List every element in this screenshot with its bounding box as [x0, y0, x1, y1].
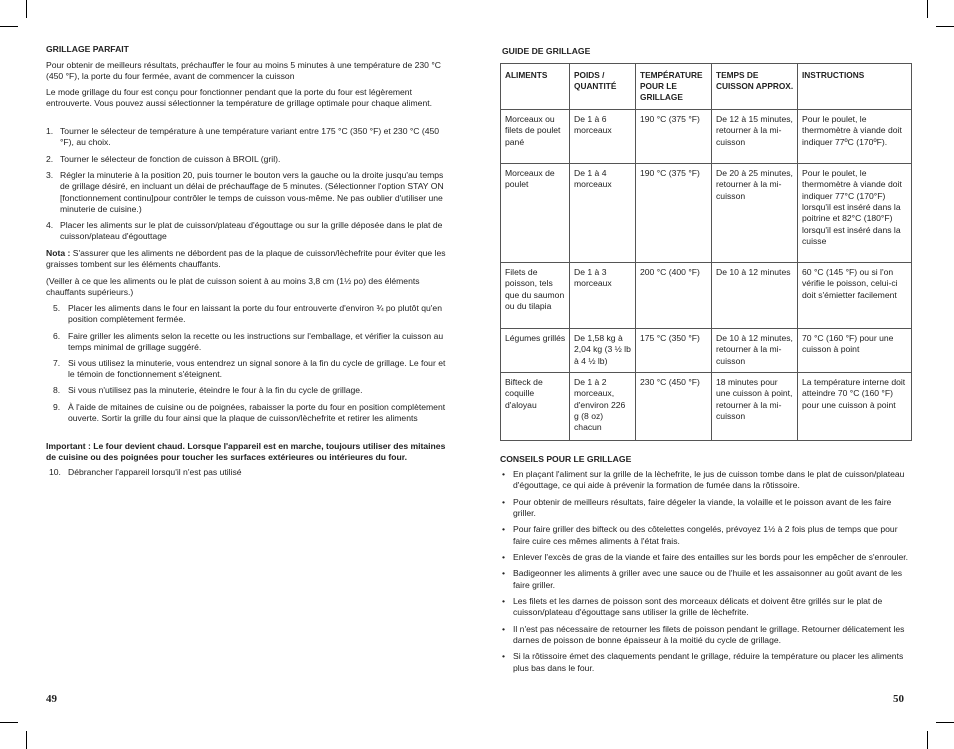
step-number: 3.	[46, 170, 54, 180]
table-row	[501, 164, 912, 263]
step-text: Placer les aliments dans le four en laissant la porte du four entrouverte d'environ ¾ po plutôt qu'en position complètement fermée.	[68, 303, 442, 325]
cell-aliment: Morceaux ou filets de poulet pané	[501, 110, 570, 164]
important-warning: Important : Le four devient chaud. Lorsque l'appareil est en marche, toujours utiliser des mitaines de cuisine ou des poignées pour toucher les surfaces extérieures ou intérieures du four.	[46, 441, 446, 463]
cell-temps: De 10 à 12 minutes	[712, 263, 798, 329]
cell-temperature: 230 °C (450 °F)	[636, 373, 712, 441]
cell-temperature: 200 °C (400 °F)	[636, 263, 712, 329]
step-text: Si vous n'utilisez pas la minuterie, éteindre le four à la fin du cycle de grillage.	[68, 385, 363, 395]
crop-mark	[927, 731, 928, 749]
header-temps: TEMPS DE CUISSON APPROX.	[712, 64, 798, 110]
table-row	[501, 329, 912, 373]
header-poids: POIDS / QUANTITÉ	[570, 64, 636, 110]
step-text: Régler la minuterie à la position 20, puis tourner le bouton vers la gauche ou la droite jusqu'au temps de grillage désiré, en incluant un délai de préchauffage de 5 minutes. (Sélectionner l'option STAY ON [fonctionnement continu]pour contrôler le temps de cuisson vous-même. Ne pas oublier d'utiliser une minuterie de cuisine.)	[60, 170, 444, 215]
note-paragraph	[46, 248, 454, 271]
step-item	[53, 331, 454, 354]
list-item: • Pour faire griller des bifteck ou des côtelettes congelés, prévoyez 1½ à 2 fois plus de temps que pour faire cuire ces mêmes aliments à l'état frais.	[500, 524, 911, 547]
cell-poids: De 1 à 2 morceaux, d'environ 226 g (8 oz) chacun	[570, 373, 636, 441]
cell-instructions: 70 °C (160 °F) pour une cuisson à point	[798, 329, 912, 373]
tips-list	[500, 469, 911, 679]
step-number: 8.	[53, 385, 61, 395]
step-text: Tourner le sélecteur de température à une température variant entre 175 °C (350 °F) et 230 °C (450 °F), au choix.	[60, 126, 440, 148]
cell-aliment: Morceaux de poulet	[501, 164, 570, 263]
tips-title: CONSEILS POUR LE GRILLAGE	[500, 454, 632, 464]
list-item: • Il n'est pas nécessaire de retourner les filets de poisson pendant le grillage. Retourner délicatement les darnes de poisson de bonne épaisseur à la moitié du cycle de grillage.	[500, 624, 911, 647]
table-row	[501, 373, 912, 441]
cell-poids: De 1 à 4 morceaux	[570, 164, 636, 263]
table-row	[501, 110, 912, 164]
cell-temperature: 175 °C (350 °F)	[636, 329, 712, 373]
list-item: • Si la rôtissoire émet des claquements pendant le grillage, réduire la température ou placer les aliments plus bas dans le four.	[500, 651, 911, 674]
cell-temperature: 190 °C (375 °F)	[636, 164, 712, 263]
step-number: 1.	[46, 126, 54, 136]
crop-mark	[0, 26, 18, 27]
step-item	[53, 358, 454, 381]
cell-poids: De 1 à 3 morceaux	[570, 263, 636, 329]
cell-temps: 18 minutes pour une cuisson à point, retourner à la mi-cuisson	[712, 373, 798, 441]
cell-poids: De 1,58 kg à 2,04 kg (3 ½ lb à 4 ½ lb)	[570, 329, 636, 373]
list-item: • Enlever l'excès de gras de la viande et faire des entailles sur les bords pour les empêcher de s'enrouler.	[500, 552, 911, 563]
step-text: Faire griller les aliments selon la recette ou les instructions sur l'emballage, et vérifier la cuisson au temps minimal de grillage suggéré.	[68, 331, 444, 353]
crop-mark	[936, 26, 954, 27]
grill-guide-table	[500, 63, 912, 441]
header-aliments: ALIMENTS	[501, 64, 570, 110]
cell-instructions: Pour le poulet, le thermomètre à viande doit indiquer 77ºC (170ºF).	[798, 110, 912, 164]
cell-instructions: Pour le poulet, le thermomètre à viande doit indiquer 77°C (170°F) lorsqu'il est inséré dans la poitrine et 82°C (180°F) lorsqu'il est inséré dans la cuisse	[798, 164, 912, 263]
list-item: • Pour obtenir de meilleurs résultats, faire dégeler la viande, la volaille et le poisson avant de les faire griller.	[500, 497, 911, 520]
step-item	[49, 467, 454, 478]
list-item: • Les filets et les darnes de poisson sont des morceaux délicats et doivent être grillés sur le plat de cuisson/plateau d'égouttage sans utiliser la grille de lèchefrite.	[500, 596, 911, 619]
cell-aliment: Filets de poisson, tels que du saumon ou du tilapia	[501, 263, 570, 329]
step-item	[53, 385, 454, 396]
step-item	[46, 154, 454, 165]
page-number-left: 49	[46, 693, 57, 705]
note-label: Nota :	[46, 248, 71, 258]
note-text: S'assurer que les aliments ne débordent pas de la plaque de cuisson/lèchefrite pour éviter que les graisses tombent sur les éléments chauffants.	[46, 248, 446, 270]
step-text: Débrancher l'appareil lorsqu'il n'est pas utilisé	[68, 467, 242, 477]
cell-temps: De 12 à 15 minutes, retourner à la mi-cuisson	[712, 110, 798, 164]
header-temperature: TEMPÉRATURE POUR LE GRILLAGE	[636, 64, 712, 110]
cell-instructions: La température interne doit atteindre 70 °C (160 °F) pour une cuisson à point	[798, 373, 912, 441]
step-number: 6.	[53, 331, 61, 341]
step-text: Si vous utilisez la minuterie, vous entendrez un signal sonore à la fin du cycle de grillage. Le four et le témoin de fonctionnement s'éteignent.	[68, 358, 446, 380]
step-number: 5.	[53, 303, 61, 313]
step-item	[46, 220, 454, 243]
step-item	[46, 170, 454, 215]
cell-poids: De 1 à 6 morceaux	[570, 110, 636, 164]
page-number-right: 50	[893, 693, 904, 705]
cell-aliment: Bifteck de coquille d'aloyau	[501, 373, 570, 441]
intro-paragraph: Pour obtenir de meilleurs résultats, préchauffer le four au moins 5 minutes à une température de 230 °C (450 °F), la porte du four fermée, avant de commencer la cuisson	[46, 60, 441, 82]
table-header-row	[501, 64, 912, 110]
crop-mark	[936, 722, 954, 723]
list-item: • Badigeonner les aliments à griller avec une sauce ou de l'huile et les assaisonner au goût avant de les faire griller.	[500, 568, 911, 591]
cell-temps: De 20 à 25 minutes, retourner à la mi-cuisson	[712, 164, 798, 263]
guide-title: GUIDE DE GRILLAGE	[502, 46, 591, 56]
clearance-paragraph: (Veiller à ce que les aliments ou le plat de cuisson soient à au moins 3,8 cm (1½ po) des éléments chauffants supérieurs.)	[46, 276, 420, 298]
step-number: 9.	[53, 402, 61, 412]
list-item: • En plaçant l'aliment sur la grille de la lèchefrite, le jus de cuisson tombe dans le plat de cuisson/plateau d'égouttage, ce qui aide à prévenir la formation de fumée dans la rôtissoire.	[500, 469, 911, 492]
intro-paragraph: Le mode grillage du four est conçu pour fonctionner pendant que la porte du four est légèrement entrouverte. Vous pouvez aussi sélectionner la température de grillage optimale pour chaque aliment.	[46, 87, 432, 109]
section-title: GRILLAGE PARFAIT	[46, 44, 129, 54]
step-number: 4.	[46, 220, 54, 230]
header-instructions: INSTRUCTIONS	[798, 64, 912, 110]
crop-mark	[0, 722, 18, 723]
crop-mark	[26, 731, 27, 749]
cell-instructions: 60 °C (145 °F) ou si l'on vérifie le poisson, celui-ci doit s'émietter facilement	[798, 263, 912, 329]
step-text: À l'aide de mitaines de cuisine ou de poignées, rabaisser la porte du four en position complètement ouverte. Sortir la grille du four ainsi que la plaque de cuisson/lèchefrite et retirer les aliments	[68, 402, 446, 424]
cell-temps: De 10 à 12 minutes, retourner à la mi-cuisson	[712, 329, 798, 373]
crop-mark	[26, 0, 27, 18]
step-number: 10.	[49, 467, 61, 477]
crop-mark	[927, 0, 928, 18]
step-text: Tourner le sélecteur de fonction de cuisson à BROIL (gril).	[60, 154, 281, 164]
step-text: Placer les aliments sur le plat de cuisson/plateau d'égouttage ou sur la grille déposée dans le plat de cuisson/plateau d'égouttage	[60, 220, 443, 242]
step-item	[46, 126, 454, 149]
cell-aliment: Légumes grillés	[501, 329, 570, 373]
step-number: 2.	[46, 154, 54, 164]
step-item	[53, 303, 454, 326]
table-row	[501, 263, 912, 329]
step-item	[53, 402, 454, 425]
step-number: 7.	[53, 358, 61, 368]
cell-temperature: 190 °C (375 °F)	[636, 110, 712, 164]
